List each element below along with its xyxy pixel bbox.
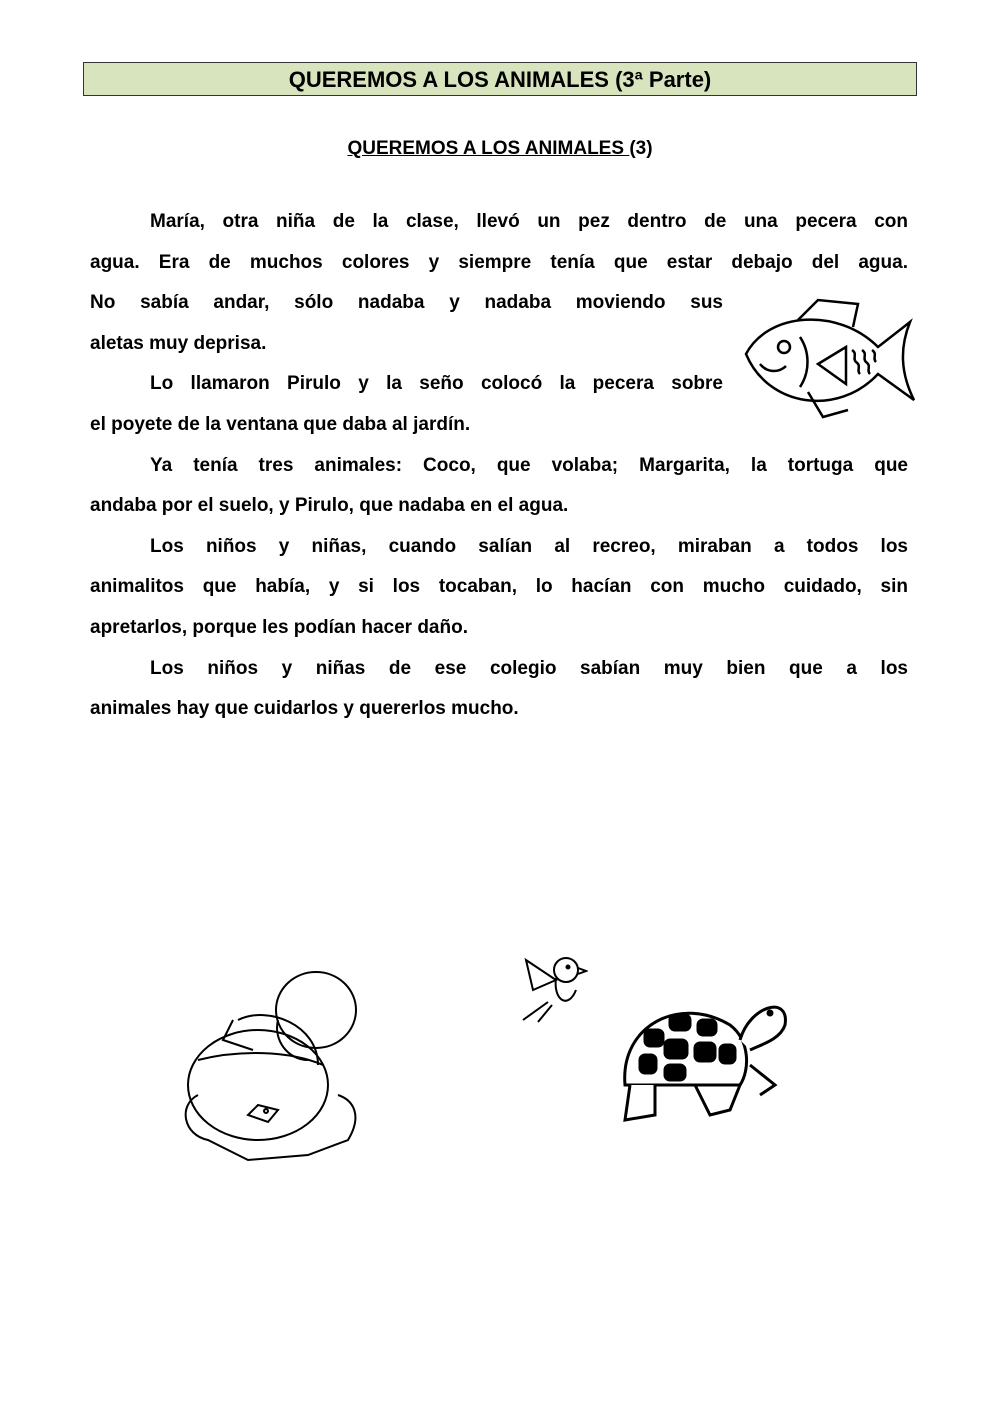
story-title-text: QUEREMOS A LOS ANIMALES (347, 138, 630, 159)
story-title (0, 138, 1000, 160)
story-line: Los niños y niñas, cuando salían al recreo, miraban a todos los (150, 535, 908, 557)
fish-illustration (738, 292, 920, 430)
story-line: apretarlos, porque les podían hacer daño. (90, 617, 468, 638)
turtle-illustration (600, 985, 800, 1135)
story-part-number: (3) (629, 138, 653, 159)
child-with-fishbowl-illustration (178, 965, 378, 1165)
story-line: aletas muy deprisa. (90, 332, 267, 354)
banner-title: QUEREMOS A LOS ANIMALES (3ª Parte) (83, 62, 917, 96)
story-line: María, otra niña de la clase, llevó un pez dentro de una pecera con (150, 211, 908, 232)
story-line: animales hay que cuidarlos y quererlos mucho. (90, 698, 519, 720)
story-line: el poyete de la ventana que daba al jardín. (90, 414, 471, 435)
story-line: Los niños y niñas de ese colegio sabían muy bien que a los (150, 657, 908, 679)
story-line: No sabía andar, sólo nadaba y nadaba moviendo sus (90, 292, 723, 314)
story-line: agua. Era de muchos colores y siempre tenía que estar debajo del agua. (90, 251, 908, 273)
story-line: Ya tenía tres animales: Coco, que volaba; Margarita, la tortuga que (150, 454, 908, 476)
bird-illustration (518, 950, 588, 1025)
story-line: andaba por el suelo, y Pirulo, que nadaba en el agua. (90, 495, 569, 517)
story-line: Lo llamaron Pirulo y la seño colocó la pecera sobre (150, 373, 723, 395)
story-line: animalitos que había, y si los tocaban, lo hacían con mucho cuidado, sin (90, 576, 908, 598)
